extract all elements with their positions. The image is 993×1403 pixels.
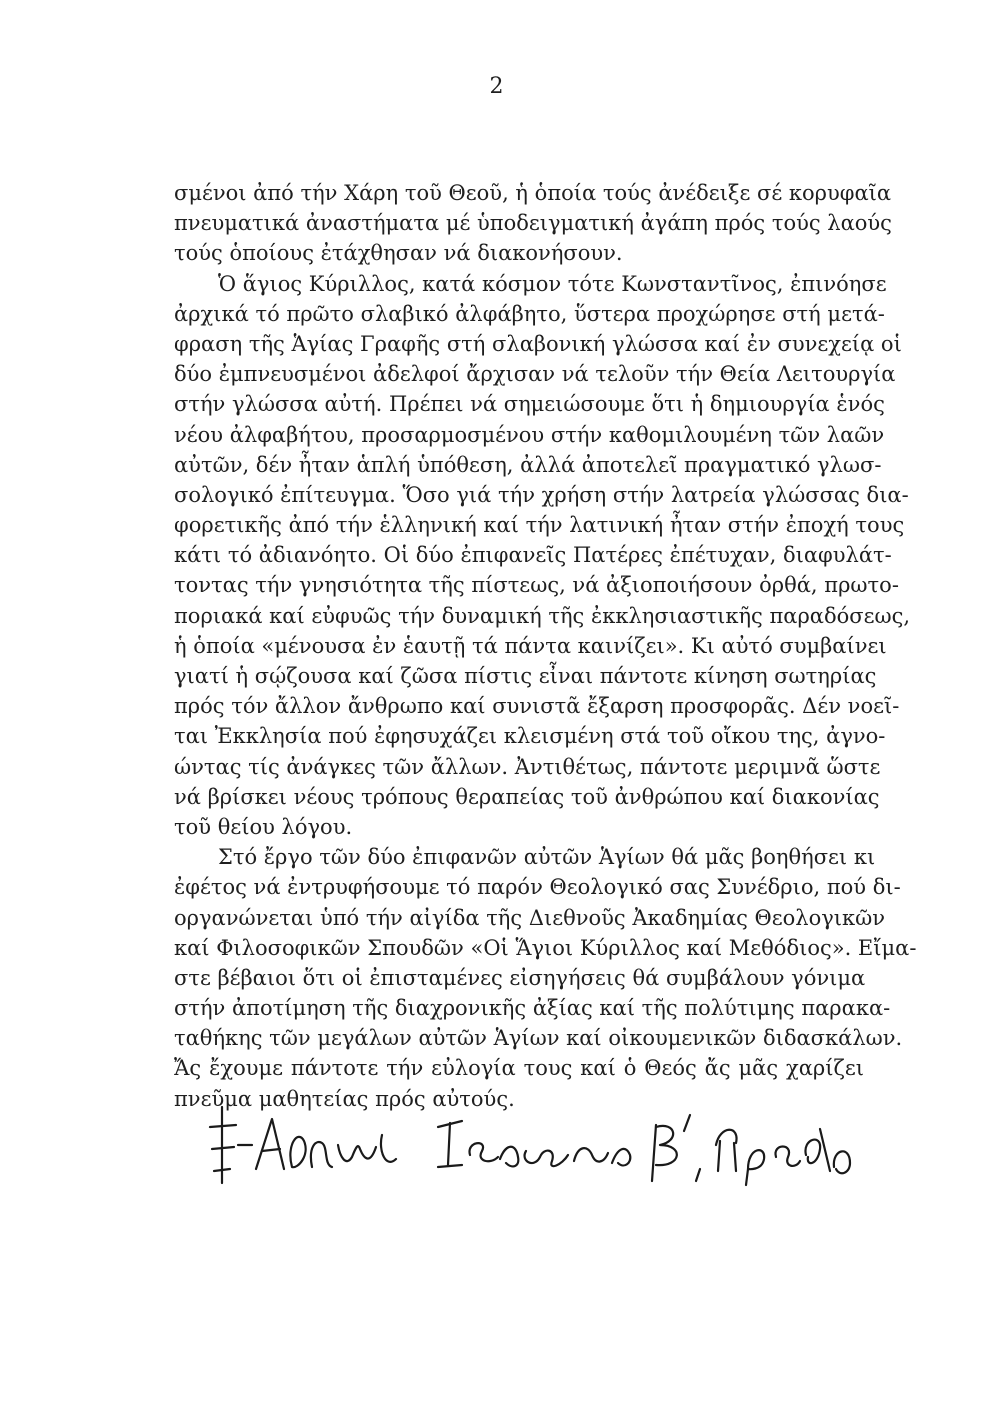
paragraph — [174, 842, 917, 1114]
text-line: ώντας τίς ἀνάγκες τῶν ἄλλων. Ἀντιθέτως, πάντοτε μεριμνᾶ ὥστε — [174, 754, 881, 779]
text-line: πρός τόν ἄλλον ἄνθρωπο καί συνιστᾶ ἔξαρση προσφορᾶς. Δέν νοεῖ- — [174, 694, 900, 719]
text-line: ποριακά καί εὐφυῶς τήν δυναμική τῆς ἐκκλησιαστικῆς παραδόσεως, — [174, 603, 911, 628]
paragraph — [174, 178, 892, 269]
text-line: ταθήκης τῶν μεγάλων αὐτῶν Ἁγίων καί οἰκουμενικῶν διδασκάλων. — [174, 1026, 903, 1051]
text-line: ἀρχικά τό πρῶτο σλαβικό ἀλφάβητο, ὕστερα προχώρησε στή μετά- — [174, 301, 885, 326]
body-text — [174, 178, 917, 1114]
text-line: πνευματικά ἀναστήματα μέ ὑποδειγματική ἀγάπη πρός τούς λαούς — [174, 211, 892, 236]
text-line: καί Φιλοσοφικῶν Σπουδῶν «Οἱ Ἅγιοι Κύριλλος καί Μεθόδιος». Εἴμα- — [174, 935, 917, 960]
signature-drawing — [200, 1085, 860, 1195]
text-line: γιατί ἡ σῴζουσα καί ζῶσα πίστις εἶναι πάντοτε κίνηση σωτηρίας — [174, 664, 877, 688]
text-line: σμένοι ἀπό τήν Χάρη τοῦ Θεοῦ, ἡ ὁποία τούς ἀνέδειξε σέ κορυφαῖα — [174, 181, 892, 205]
text-line: φραση τῆς Ἁγίας Γραφῆς στή σλαβονική γλώσσα καί ἐν συνεχείᾳ οἱ — [174, 331, 902, 356]
text-line: νά βρίσκει νέους τρόπους θεραπείας τοῦ ἀνθρώπου καί διακονίας — [174, 784, 880, 809]
text-line: αὐτῶν, δέν ἦταν ἁπλή ὑπόθεση, ἀλλά ἀποτελεῖ πραγματικό γλωσ- — [174, 452, 882, 477]
text-line: στήν ἀποτίμηση τῆς διαχρονικῆς ἀξίας καί τῆς πολύτιμης παρακα- — [174, 996, 891, 1021]
text-line: Ὁ ἅγιος Κύριλλος, κατά κόσμον τότε Κωνσταντῖνος, ἐπινόησε — [218, 271, 887, 296]
text-line: Ἄς ἔχουμε πάντοτε τήν εὐλογία τους καί ὁ Θεός ἄς μᾶς χαρίζει — [174, 1056, 864, 1081]
paragraph — [174, 269, 911, 843]
text-line: τούς ὁποίους ἐτάχθησαν νά διακονήσουν. — [174, 241, 623, 266]
handwritten-signature — [200, 1085, 860, 1195]
text-line: ται Ἐκκλησία πού ἐφησυχάζει κλεισμένη στά τοῦ οἴκου της, ἀγνο- — [174, 724, 886, 749]
text-line: οργανώνεται ὑπό τήν αἰγίδα τῆς Διεθνοῦς Ἀκαδημίας Θεολογικῶν — [174, 905, 886, 930]
text-line: σολογικό ἐπίτευγμα. Ὅσο γιά τήν χρήση στήν λατρεία γλώσσας δια- — [174, 482, 909, 507]
text-line: ἐφέτος νά ἐντρυφήσουμε τό παρόν Θεολογικό σας Συνέδριο, πού δι- — [174, 875, 901, 900]
text-line: τοῦ θείου λόγου. — [174, 814, 353, 839]
text-line: φορετικῆς ἀπό τήν ἑλληνική καί τήν λατινική ἦταν στήν ἐποχή τους — [174, 513, 905, 538]
text-line: τοντας τήν γνησιότητα τῆς πίστεως, νά ἀξιοποιήσουν ὀρθά, πρωτο- — [174, 573, 899, 598]
page-number: 2 — [489, 74, 504, 99]
text-line: κάτι τό ἀδιανόητο. Οἱ δύο ἐπιφανεῖς Πατέρες ἐπέτυχαν, διαφυλάτ- — [174, 543, 892, 568]
text-line: στήν γλώσσα αὐτή. Πρέπει νά σημειώσουμε ὅτι ἡ δημιουργία ἑνός — [174, 392, 885, 417]
text-line: ἡ ὁποία «μένουσα ἐν ἑαυτῇ τά πάντα καινίζει». Κι αὐτό συμβαίνει — [174, 633, 887, 658]
text-line: δύο ἐμπνευσμένοι ἀδελφοί ἄρχισαν νά τελοῦν τήν Θεία Λειτουργία — [174, 362, 896, 387]
text-line: στε βέβαιοι ὅτι οἱ ἐπισταμένες εἰσηγήσεις θά συμβάλουν γόνιμα — [174, 965, 866, 990]
text-line: νέου ἀλφαβήτου, προσαρμοσμένου στήν καθομιλουμένη τῶν λαῶν — [174, 422, 885, 447]
text-line: Στό ἔργο τῶν δύο ἐπιφανῶν αὐτῶν Ἁγίων θά μᾶς βοηθήσει κι — [218, 845, 876, 870]
text-line: πνεῦμα μαθητείας πρός αὐτούς. — [174, 1086, 515, 1111]
